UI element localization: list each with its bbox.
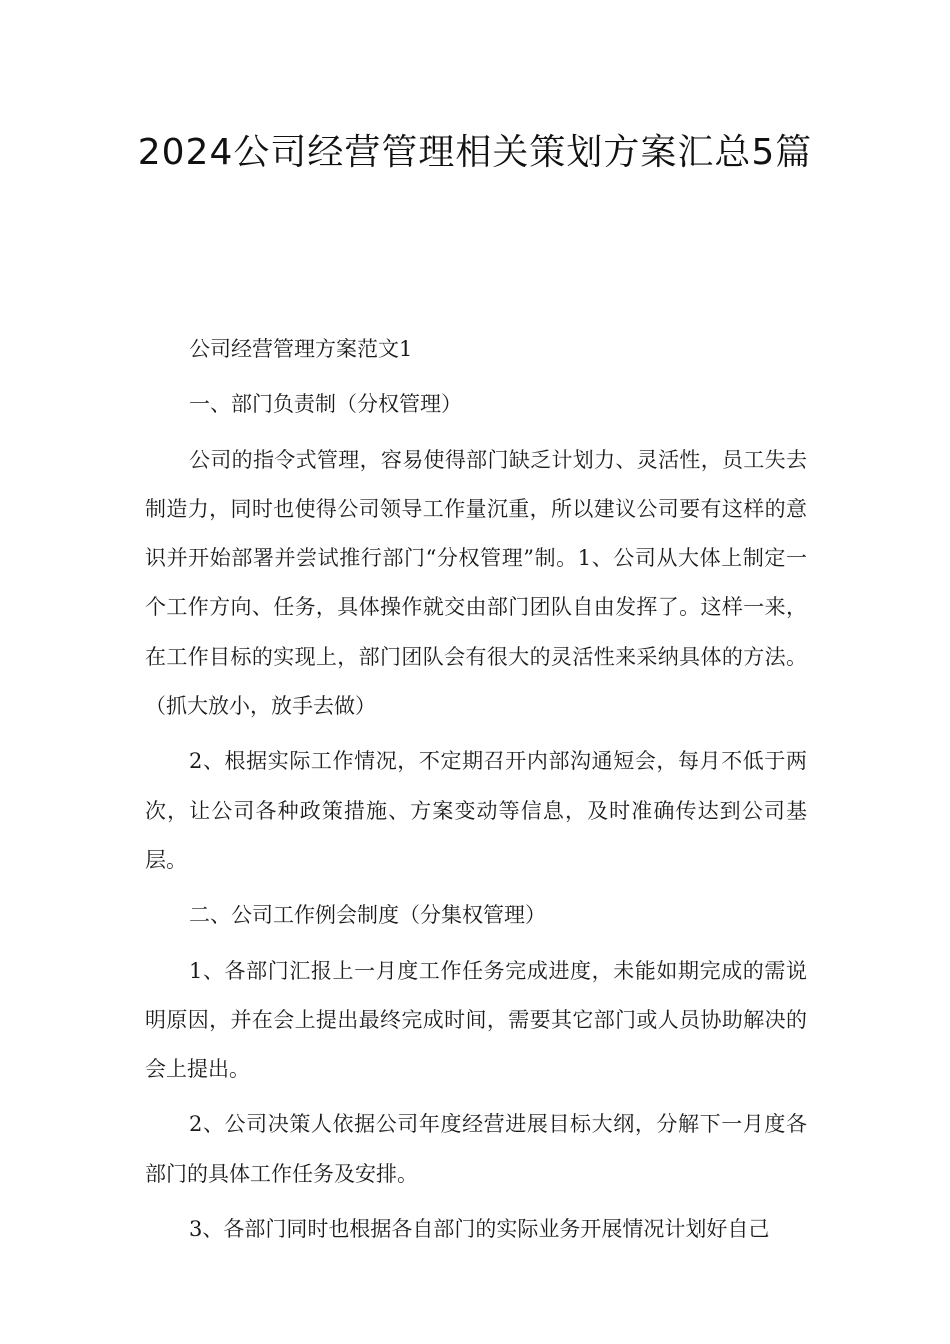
section-heading-plan-1: 公司经营管理方案范文1 (189, 337, 413, 361)
document-body (145, 325, 807, 1254)
paragraph: 2、根据实际工作情况，不定期召开内部沟通短会，每月不低于两次，让公司各种政策措施、方案变动等信息，及时准确传达到公司基层。 (145, 749, 807, 872)
document-title: 2024公司经营管理相关策划方案汇总5篇 (137, 132, 813, 173)
paragraph: 2、公司决策人依据公司年度经营进展目标大纲，分解下一月度各部门的具体工作任务及安排。 (145, 1112, 807, 1186)
paragraph: 3、各部门同时也根据各自部门的实际业务开展情况计划好自己 (189, 1217, 770, 1242)
paragraph: 公司的指令式管理，容易使得部门缺乏计划力、灵活性，员工失去制造力，同时也使得公司领导工作量沉重，所以建议公司要有这样的意识并开始部署并尝试推行部门“分权管理”制。1、公司从大体上制定一个工作方向、任务，具体操作就交由部门团队自由发挥了。这样一来，在工作目标的实现上，部门团队会有很大的灵活性来采纳具体的方法。（抓大放小，放手去做） (145, 447, 807, 719)
section-heading-2: 二、公司工作例会制度（分集权管理） (189, 903, 546, 928)
section-heading-1: 一、部门负责制（分权管理） (189, 392, 462, 417)
paragraph: 1、各部门汇报上一月度工作任务完成进度，未能如期完成的需说明原因，并在会上提出最终完成时间，需要其它部门或人员协助解决的会上提出。 (145, 958, 807, 1082)
